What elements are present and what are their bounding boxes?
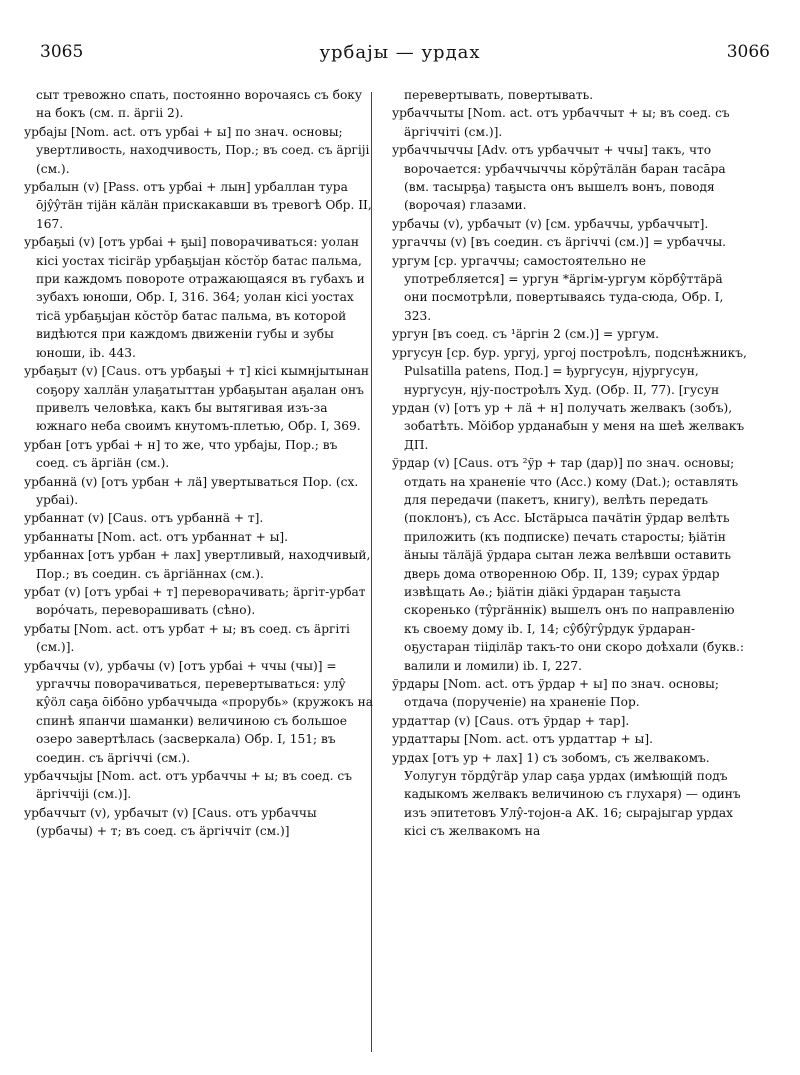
dictionary-entry: ургаччы (v) [въ соедин. съ äргiччi (см.)] = урбаччы.	[392, 235, 727, 250]
page-number-right: 3066	[726, 42, 770, 62]
dictionary-entry: урбан [отъ урбаі + н] то же, что урбајы, Пор.; въ соед. съ äргiäн (см.).	[24, 437, 338, 471]
dictionary-entry: урбаччы (v), урбачы (v) [отъ урбаі + ччы (чы)] = ургаччы поворачиваться, перевертываться: улŷ кŷöл саҕа ōібōно урбаччыда «прорубь» (кружокъ на спинѣ япанчи шаманки) величиною съ большое озеро завертѣлась (засверкала) Обр. I, 151; въ соедин. съ äргiччi (см.).	[24, 658, 373, 765]
dictionary-entry: урбачы (v), урбачыт (v) [см. урбаччы, урбаччыт].	[392, 216, 709, 231]
page-header	[30, 42, 770, 72]
dictionary-entry: ургум [ср. ургаччы; самостоятельно не употребляется] = ургун *äргiм-ургум кŏрбŷттäрä они посмотрѣли, повертываясь туда-сюда, Обр. I, 323.	[392, 253, 724, 323]
dictionary-entry: перевертывать, повертывать.	[404, 88, 594, 102]
dictionary-entry: урбаннä (v) [отъ урбан + лä] увертываться Пор. (сх. урбаі).	[24, 474, 359, 507]
dictionary-entry: ўрдар (v) [Caus. отъ ²ўр + тар (дар)] по знач. основы; отдать на храненіе что (Acc.) кому (Dat.); оставлять для передачи (пакетъ, книгу), велѣть передать (поклонъ), съ Acc. Ыстäрыса пачäтiн ўрдар велѣть приложить (къ подписке) печать старосты; ђiäтiн äныы тäлäјä ўрдара сытан лежа велѣвши оставить дверь дома отворенною Обр. II, 139; сурах ўрдар извѣщать Аѳ.; ђiäтiн дiäкi ўрдаран таҕыста скоренько (тŷргäннiк) вышелъ онъ по направленію къ своему дому ib. I, 14; сŷбŷгŷрдук ўрдаран-оҕустаран тiiдiлäр такъ-то они скоро доѣхали (букв.: валили и ломили) ib. I, 227.	[392, 456, 745, 673]
page-number-left: 3065	[40, 42, 84, 62]
dictionary-entry: урбаччыты [Nom. act. отъ урбаччыт + ы; въ соед. съ äргiччiтi (см.)].	[392, 106, 730, 139]
dictionary-entry: урбат (v) [отъ урбаі + т] переворачивать; äргiт-урбат ворóчать, переворашивать (сѣно).	[24, 584, 366, 618]
dictionary-entry: урбаннах [отъ урбан + лах] увертливый, находчивый, Пор.; въ соедин. съ äргiäннах (см.).	[24, 548, 371, 581]
dictionary-entry: урдаттар (v) [Caus. отъ ўрдар + тар].	[392, 713, 630, 728]
dictionary-entry: ўрдары [Nom. act. отъ ўрдар + ы] по знач. основы; отдача (порученіе) на храненіе Пор.	[392, 677, 719, 710]
dictionary-entry: урбаччыт (v), урбачыт (v) [Caus. отъ урбаччы (урбачы) + т; въ соед. съ äргiччiт (см.)]	[24, 805, 317, 839]
dictionary-entry: урдаттары [Nom. act. отъ урдаттар + ы].	[392, 732, 653, 747]
dictionary-entry: урбаччыччы [Adv. отъ урбаччыт + ччы] такъ, что ворочается: урбаччыччы кŏрŷтäлäн баран тасāра (вм. тасырҕа) таҕыста онъ вышелъ вонъ, поводя (ворочая) глазами.	[392, 143, 726, 213]
dictionary-entry: урбалын (v) [Pass. отъ урбаі + лын] урбаллан тура ōjŷŷтäн тiјäн кäлäн прискакавши въ тревогѣ Обр. II, 167.	[24, 180, 372, 231]
dictionary-entry: урдах [отъ ур + лах] 1) съ зобомъ, съ желвакомъ. Уолугун тŏрдŷгäр улар саҕа урдах (имѣющій подъ кадыкомъ желвакъ величиною съ глухаря) — одинъ изъ эпитетовъ Улŷ-тојон-а АК. 16; сырајыгар урдах кiсi съ желвакомъ на	[392, 750, 741, 839]
dictionary-entry: ургун [въ соед. съ ¹äргiн 2 (см.)] = ургум.	[392, 327, 660, 342]
dictionary-entry: урбаччыјы [Nom. act. отъ урбаччы + ы; въ соед. съ äргiччiјi (см.)].	[24, 769, 352, 802]
running-head: урбајы — урдах	[319, 42, 481, 63]
dictionary-entry: урбаннаты [Nom. act. отъ урбаннат + ы].	[24, 529, 289, 544]
dictionary-entry: урбајы [Nom. act. отъ урбаі + ы] по знач. основы; увертливость, находчивость, Пор.; въ соед. съ äргiji (см.).	[24, 124, 370, 176]
dictionary-entry: урбаннат (v) [Caus. отъ урбаннä + т].	[24, 511, 264, 526]
dictionary-entry: ургусун [ср. бур. ургуј, ургој построѣлъ, подснѣжникъ, Pulsatilla patens, Под.] = ђургусун, нјургусун, нургусун, нју-построѣлъ Худ. (Обр. II, 77). [гусун	[392, 345, 747, 397]
dictionary-entry: урбаҕыі (v) [отъ урбаі + ҕыі] поворачиваться: уолан кiсi уостах тiсiгäр урбаҕыјан кŏстŏр батас пальма, при каждомъ повороте отражающаяся въ губахъ и зубахъ юноши, Обр. I, 316. 364; уолан кiсi уостах тiсä урбаҕыјан кŏстŏр батас пальма, въ которой видѣются при каждомъ движеніи губы и зубы юноши, ib. 443.	[24, 235, 365, 360]
left-column	[24, 86, 374, 841]
dictionary-entry: сыт тревожно спать, постоянно ворочаясь съ боку на бокъ (см. п. äргii 2).	[36, 88, 363, 121]
right-column	[392, 86, 748, 841]
dictionary-entry: урбаҕыт (v) [Caus. отъ урбаҕыі + т] кiсi кымнјытынан соҕору халлäн улаҕатыттан урбаҕытан аҕалан онъ привелъ человѣка, какъ бы вытягивая изъ-за южнаго неба своимъ кнутомъ-плетью, Обр. I, 369.	[24, 364, 369, 434]
dictionary-entry: урдан (v) [отъ ур + лä + н] получать желвакъ (зобъ), зобатѣть. Мŏібор урданабын у меня на шеѣ желвакъ ДП.	[392, 400, 745, 452]
dictionary-entry: урбаты [Nom. act. отъ урбат + ы; въ соед. съ äргiтi (см.)].	[24, 621, 350, 655]
